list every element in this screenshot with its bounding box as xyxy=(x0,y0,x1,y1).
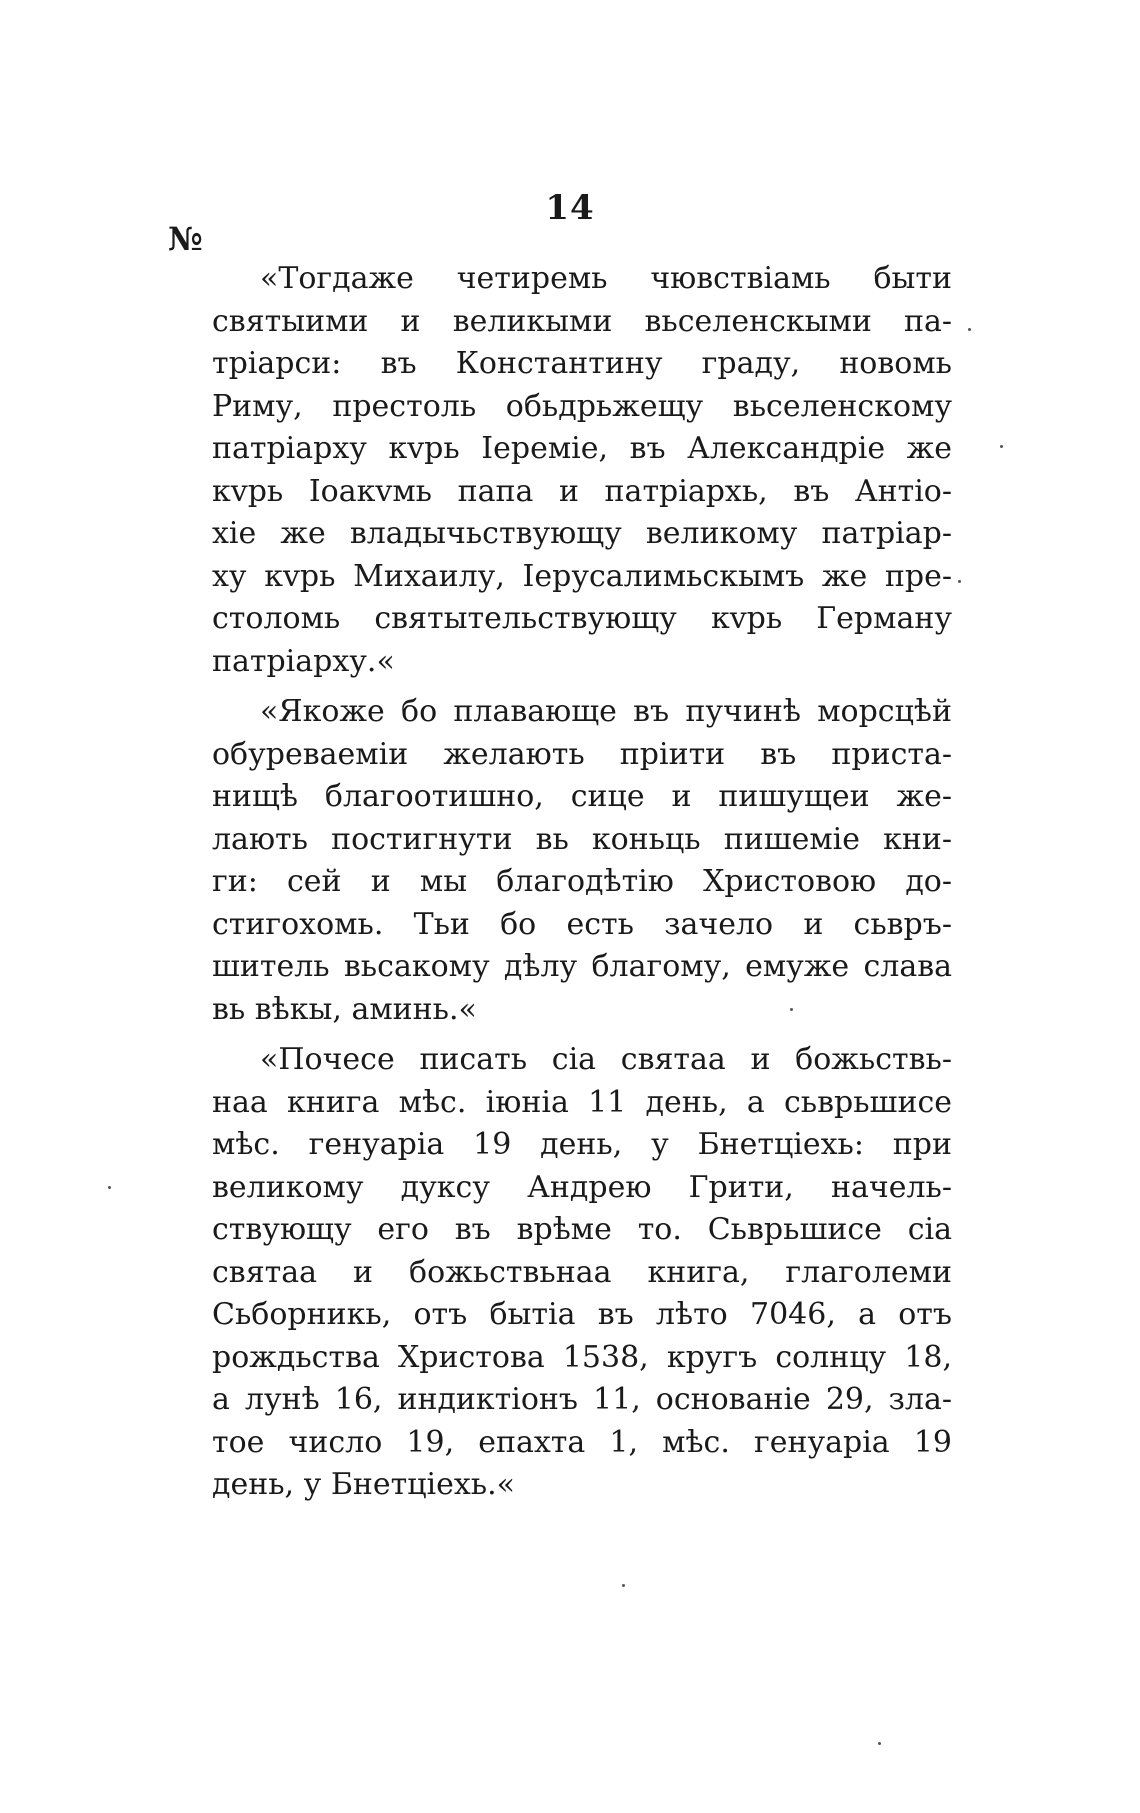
text-line: рождьства Христова 1538, кругъ солнцу 18, xyxy=(212,1339,952,1375)
paragraph xyxy=(212,691,952,1031)
text-line: патріарху.« xyxy=(212,643,395,679)
scan-speck xyxy=(878,1742,881,1745)
paragraph xyxy=(212,258,952,683)
scan-speck xyxy=(958,580,961,583)
text-line: тріарси: въ Константину граду, новомь xyxy=(212,346,952,381)
scan-speck xyxy=(622,1584,625,1587)
scan-speck xyxy=(1000,445,1003,448)
page-number: 14 xyxy=(545,188,595,228)
text-line: наа книга мѣс. іюніа 11 день, а сьврьшисе xyxy=(212,1084,952,1120)
margin-marker: № xyxy=(168,220,203,258)
text-line: тое число 19, епахта 1, мѣс. генуаріа 19 xyxy=(212,1424,952,1460)
text-line: обуреваеміи желають пріити въ приста- xyxy=(212,736,952,772)
text-line: а лунѣ 16, индиктіонъ 11, основаніе 29, зла- xyxy=(212,1382,952,1417)
text-line: ги: сей и мы благодѣтію Христовою до- xyxy=(212,864,952,899)
scan-speck xyxy=(108,1186,111,1189)
text-line: святаа и божьствьнаа книга, глаголеми xyxy=(212,1254,952,1290)
text-line: святыими и великыми вьселенскыми па- xyxy=(212,303,952,339)
text-line: Риму, престоль обьдрьжещу вьселенскому xyxy=(212,388,952,424)
scan-speck xyxy=(790,1008,793,1011)
text-line: кvрь Іоакvмь папа и патріархь, въ Антіо- xyxy=(212,473,952,509)
text-line: стигохомь. Тьи бо есть зачело и сьвръ- xyxy=(212,906,952,942)
text-line: «Якоже бо плавающе въ пучинѣ морсцѣй xyxy=(260,694,952,729)
text-line: «Тогдаже четиремь чювствіамь быти xyxy=(260,261,952,296)
scan-speck xyxy=(968,328,971,331)
text-line: хіе же владычьствующу великому патріар- xyxy=(212,516,952,551)
text-line: великому дуксу Андрею Грити, начель- xyxy=(212,1169,952,1205)
text-line: Сьборникь, отъ бытіа въ лѣто 7046, а отъ xyxy=(212,1297,952,1332)
text-line: лають постигнути вь коньць пишеміе кни- xyxy=(212,821,952,857)
text-line: вь вѣкы, аминь.« xyxy=(212,991,477,1027)
text-line: день, у Бнетціехь.« xyxy=(212,1467,515,1502)
text-line: мѣс. генуаріа 19 день, у Бнетціехь: при xyxy=(212,1127,952,1162)
text-line: столомь святытельствующу кvрь Герману xyxy=(212,601,952,636)
paragraph xyxy=(212,1039,952,1507)
text-line: патріарху кvрь Іереміе, въ Александріе же xyxy=(212,431,952,466)
text-line: «Почесе писать сіа святаа и божьствь- xyxy=(260,1042,952,1077)
text-block xyxy=(212,258,952,1507)
text-line: ствующу его въ врѣме то. Сьврьшисе сіа xyxy=(212,1212,952,1247)
text-line: нищѣ благоотишно, сице и пишущеи же- xyxy=(212,779,952,814)
text-line: шитель вьсакому дѣлу благому, емуже слава xyxy=(212,949,952,984)
text-line: ху кvрь Михаилу, Іерусалимьскымъ же пре- xyxy=(212,558,952,594)
